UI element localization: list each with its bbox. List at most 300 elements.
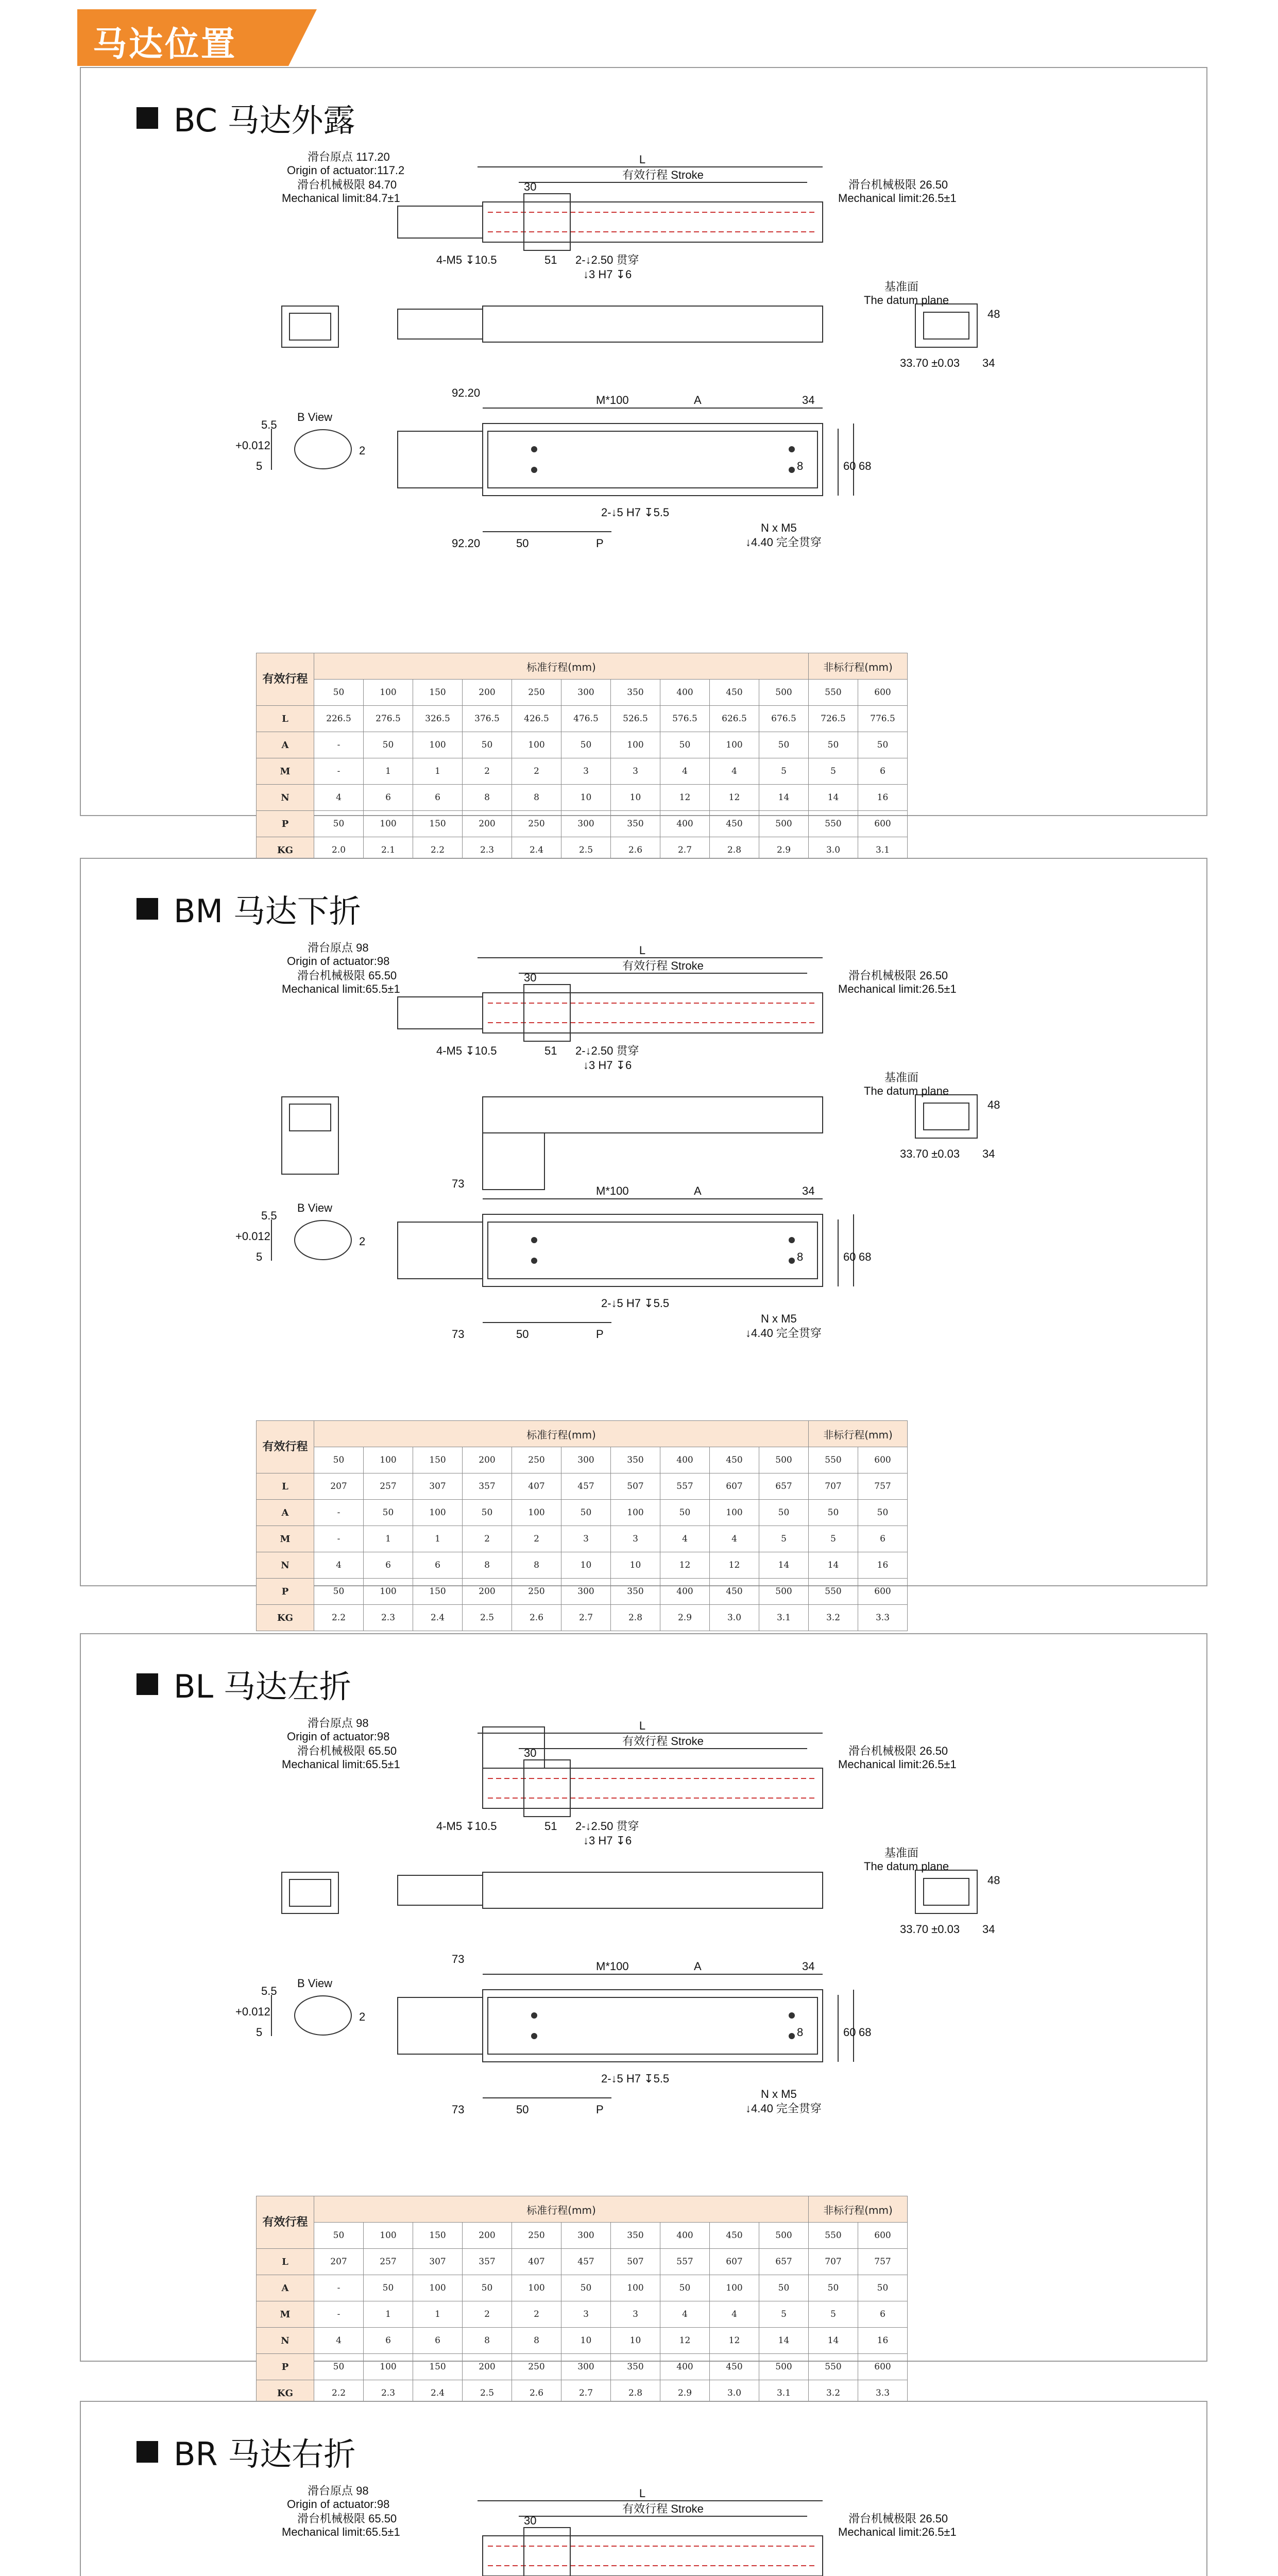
table-cell: 707 (809, 2249, 858, 2275)
table-cell: 550 (809, 2223, 858, 2249)
stroke-label: 有效行程 Stroke (622, 959, 704, 972)
mech-limit-right-en: Mechanical limit:26.5±1 (838, 1758, 957, 1771)
dim-L-label: L (639, 944, 646, 957)
dim-34-end: 34 (982, 357, 995, 369)
dim-A: A (694, 394, 702, 406)
dim-2: 2 (359, 1235, 366, 1248)
motor-side-view (483, 1133, 544, 1190)
motor-bottom-view (398, 431, 483, 488)
table-cell: 2.6 (512, 1605, 561, 1631)
table-cell: 12 (660, 1552, 710, 1579)
dim-P: P (596, 537, 604, 550)
table-cell: 350 (611, 1579, 660, 1605)
through-hole-label: ↓4.40 完全贯穿 (745, 2102, 822, 2115)
dim-60: 60 (843, 1250, 856, 1263)
table-cell: 5 (759, 1526, 809, 1552)
dim-50: 50 (516, 537, 529, 550)
table-cell: 150 (413, 1579, 463, 1605)
datum-dimension: 33.70 ±0.03 (900, 1923, 960, 1936)
table-cell: 6 (413, 1552, 463, 1579)
table-cell: 2.3 (463, 837, 512, 863)
nonstandard-stroke-header: 非标行程(mm) (809, 2196, 908, 2223)
table-cell: 50 (364, 2275, 413, 2301)
origin-label-en: Origin of actuator:98 (287, 2498, 390, 2511)
table-cell: 50 (660, 1500, 710, 1526)
mech-limit-right-en: Mechanical limit:26.5±1 (838, 192, 957, 205)
table-cell: 350 (611, 2223, 660, 2249)
table-cell: 3.3 (858, 2380, 908, 2406)
table-cell: 150 (413, 811, 463, 837)
table-cell: 14 (759, 1552, 809, 1579)
b-view-slot (295, 430, 351, 469)
table-cell: 50 (561, 732, 611, 758)
stroke-label: 有效行程 Stroke (622, 2502, 704, 2515)
table-cell: 2 (512, 758, 561, 785)
dim-left-offset: 73 (452, 1953, 465, 1965)
thread-count-label: N x M5 (761, 2088, 797, 2100)
through-hole-label: ↓4.40 完全贯穿 (745, 536, 822, 549)
table-cell: 2.7 (660, 837, 710, 863)
row-label: N (257, 785, 314, 811)
table-cell: 10 (561, 1552, 611, 1579)
table-cell: 200 (463, 2223, 512, 2249)
pin-hole-label: 2-↓2.50 贯穿 (575, 253, 639, 266)
stroke-spec-table (256, 2196, 908, 2406)
table-cell: 2 (463, 2301, 512, 2328)
table-cell: 300 (561, 1447, 611, 1473)
table-cell: 6 (858, 1526, 908, 1552)
end-view-left (282, 1872, 338, 1913)
locating-hole-label: 2-↓5 H7 ↧5.5 (601, 1297, 670, 1310)
dim-L-label: L (639, 2487, 646, 2500)
table-cell: 100 (364, 1447, 413, 1473)
table-cell: 100 (512, 732, 561, 758)
motor-position-section-4 (80, 2401, 1207, 2576)
table-cell: 1 (364, 758, 413, 785)
table-cell: 276.5 (364, 706, 413, 732)
table-cell: 500 (759, 811, 809, 837)
table-cell: 50 (463, 2275, 512, 2301)
table-cell: 3 (611, 2301, 660, 2328)
table-cell: 1 (413, 758, 463, 785)
table-cell: 350 (611, 811, 660, 837)
actuator-bottom-body (483, 1990, 823, 2062)
mech-limit-label-cn: 滑台机械极限 65.50 (297, 969, 397, 982)
table-row (257, 785, 908, 811)
table-cell: 3 (561, 2301, 611, 2328)
datum-label-en: The datum plane (864, 1084, 949, 1097)
table-cell: 50 (314, 1579, 364, 1605)
table-cell: 16 (858, 785, 908, 811)
square-bullet-icon (137, 1673, 158, 1695)
mech-limit-label-cn: 滑台机械极限 65.50 (297, 1744, 397, 1757)
b-view-label: B View (297, 411, 333, 423)
dim-A: A (694, 1960, 702, 1973)
table-cell: 6 (364, 785, 413, 811)
table-cell: 100 (611, 1500, 660, 1526)
table-row (257, 1447, 908, 1473)
table-cell: 257 (364, 1473, 413, 1500)
table-cell: 2 (512, 2301, 561, 2328)
table-cell: 4 (660, 1526, 710, 1552)
dim-68: 68 (859, 2026, 872, 2039)
table-cell: 450 (710, 2223, 759, 2249)
table-cell: 50 (809, 732, 858, 758)
table-cell: 607 (710, 2249, 759, 2275)
actuator-top-body (483, 202, 823, 242)
mech-limit-right-cn: 滑台机械极限 26.50 (848, 2512, 948, 2525)
row-label: L (257, 2249, 314, 2275)
table-cell: - (314, 732, 364, 758)
square-bullet-icon (137, 107, 158, 129)
table-cell: 2.8 (611, 2380, 660, 2406)
origin-label-cn: 滑台原点 98 (308, 2484, 369, 2497)
b-view-slot (295, 1221, 351, 1260)
table-cell: 14 (809, 1552, 858, 1579)
dim-m100: M*100 (596, 394, 629, 406)
table-cell: 600 (858, 1579, 908, 1605)
dim-48: 48 (987, 308, 1000, 320)
datum-label-cn: 基准面 (884, 280, 919, 293)
table-cell: 8 (512, 1552, 561, 1579)
table-cell: 12 (660, 2328, 710, 2354)
datum-label-cn: 基准面 (884, 1846, 919, 1859)
table-cell: 400 (660, 680, 710, 706)
table-cell: 300 (561, 1579, 611, 1605)
table-cell: 50 (759, 732, 809, 758)
end-view-right (915, 1095, 977, 1138)
table-cell: 100 (512, 2275, 561, 2301)
table-cell: 600 (858, 2354, 908, 2380)
row-label: N (257, 2328, 314, 2354)
standard-stroke-header: 标准行程(mm) (314, 1421, 809, 1447)
table-row (257, 2354, 908, 2380)
table-cell: 1 (413, 1526, 463, 1552)
table-cell: 6 (858, 2301, 908, 2328)
table-cell: 6 (858, 758, 908, 785)
table-cell: 2.5 (463, 2380, 512, 2406)
table-cell: 776.5 (858, 706, 908, 732)
table-cell: 2.6 (512, 2380, 561, 2406)
dim-tolerance: +0.012 (235, 2005, 270, 2018)
section-title (137, 1661, 351, 1707)
actuator-top-body (483, 2536, 823, 2576)
table-cell: 357 (463, 1473, 512, 1500)
table-cell: 150 (413, 1447, 463, 1473)
table-cell: 250 (512, 811, 561, 837)
table-cell: 50 (314, 680, 364, 706)
table-cell: 50 (364, 1500, 413, 1526)
actuator-side-body (483, 1872, 823, 1908)
table-row (257, 680, 908, 706)
section-title-text: BC 马达外露 (174, 101, 355, 139)
table-cell: 500 (759, 1447, 809, 1473)
table-cell: 1 (364, 2301, 413, 2328)
table-cell: 500 (759, 680, 809, 706)
table-cell: 557 (660, 2249, 710, 2275)
table-row (257, 2328, 908, 2354)
table-cell: 3 (611, 1526, 660, 1552)
row-label: A (257, 1500, 314, 1526)
table-cell: 550 (809, 811, 858, 837)
dim-48: 48 (987, 1098, 1000, 1111)
table-cell: 100 (710, 2275, 759, 2301)
table-cell: 5 (759, 2301, 809, 2328)
table-corner-header: 有效行程 (257, 1421, 314, 1473)
stroke-label: 有效行程 Stroke (622, 168, 704, 181)
table-cell: 1 (413, 2301, 463, 2328)
table-cell: 8 (463, 2328, 512, 2354)
table-cell: 350 (611, 1447, 660, 1473)
dim-68: 68 (859, 460, 872, 472)
table-cell: 6 (364, 1552, 413, 1579)
table-cell: 2.5 (561, 837, 611, 863)
table-cell: 326.5 (413, 706, 463, 732)
table-cell: 3.0 (710, 1605, 759, 1631)
table-cell: 3 (561, 758, 611, 785)
table-cell: 3.1 (759, 2380, 809, 2406)
table-cell: 8 (512, 2328, 561, 2354)
table-cell: 507 (611, 1473, 660, 1500)
table-cell: 4 (314, 785, 364, 811)
locating-hole-label: 2-↓5 H7 ↧5.5 (601, 2072, 670, 2085)
table-cell: 200 (463, 2354, 512, 2380)
table-cell: 600 (858, 2223, 908, 2249)
table-cell: 2.1 (364, 837, 413, 863)
table-cell: 12 (710, 1552, 759, 1579)
table-cell: 250 (512, 1447, 561, 1473)
table-cell: 726.5 (809, 706, 858, 732)
stroke-spec-table (256, 1420, 908, 1631)
mech-limit-label-en: Mechanical limit:84.7±1 (282, 192, 400, 205)
dim-2: 2 (359, 444, 366, 457)
table-cell: 550 (809, 2354, 858, 2380)
actuator-side-body (483, 306, 823, 342)
motor-bottom-view (398, 1222, 483, 1279)
dim-P: P (596, 1328, 604, 1341)
table-cell: - (314, 1526, 364, 1552)
page-title: 马达位置 (93, 24, 237, 64)
table-cell: 100 (710, 732, 759, 758)
datum-label-en: The datum plane (864, 294, 949, 307)
dim-60: 60 (843, 460, 856, 472)
row-label: M (257, 1526, 314, 1552)
b-view-slot (295, 1996, 351, 2035)
table-cell: 626.5 (710, 706, 759, 732)
motor-position-section-3 (80, 1633, 1207, 2399)
dim-5: 5 (256, 1250, 263, 1263)
dim-5-5: 5.5 (261, 1985, 277, 1997)
table-cell: 207 (314, 1473, 364, 1500)
motor-bottom-view (398, 1997, 483, 2054)
dim-50: 50 (516, 2103, 529, 2116)
end-view-right (915, 1870, 977, 1913)
table-cell: 3 (611, 758, 660, 785)
dim-left-offset: 92.20 (452, 386, 481, 399)
dim-34: 34 (802, 394, 815, 406)
table-row (257, 811, 908, 837)
table-cell: 10 (561, 785, 611, 811)
table-cell: 600 (858, 680, 908, 706)
table-row (257, 706, 908, 732)
table-cell: 50 (759, 2275, 809, 2301)
mech-limit-right-cn: 滑台机械极限 26.50 (848, 178, 948, 191)
mech-limit-label-en: Mechanical limit:65.5±1 (282, 982, 400, 995)
table-cell: 10 (611, 2328, 660, 2354)
table-cell: 2 (463, 758, 512, 785)
table-cell: 300 (561, 2223, 611, 2249)
table-cell: 300 (561, 680, 611, 706)
table-cell: 2.4 (413, 2380, 463, 2406)
b-view-label: B View (297, 1201, 333, 1214)
locating-hole-label: 2-↓5 H7 ↧5.5 (601, 506, 670, 519)
section-title-text: BR 马达右折 (174, 2435, 356, 2473)
datum-dimension: 33.70 ±0.03 (900, 1147, 960, 1160)
dim-48: 48 (987, 1874, 1000, 1887)
tap-hole-label: 4-M5 ↧10.5 (436, 1044, 497, 1057)
origin-label-cn: 滑台原点 117.20 (308, 150, 390, 163)
motor-top-view (398, 997, 483, 1029)
dimension-drawing (81, 931, 1206, 1384)
table-cell: 2.2 (314, 2380, 364, 2406)
table-cell: 426.5 (512, 706, 561, 732)
table-cell: 100 (364, 1579, 413, 1605)
standard-stroke-header: 标准行程(mm) (314, 653, 809, 680)
table-row (257, 1500, 908, 1526)
table-cell: 4 (710, 1526, 759, 1552)
dimension-drawing (81, 140, 1206, 594)
dim-L-label: L (639, 1719, 646, 1732)
table-corner-header: 有效行程 (257, 2196, 314, 2249)
table-cell: 50 (858, 2275, 908, 2301)
origin-label-en: Origin of actuator:117.2 (287, 164, 405, 177)
table-cell: 2.8 (710, 837, 759, 863)
table-cell: 6 (413, 785, 463, 811)
table-cell: 300 (561, 2354, 611, 2380)
table-cell: 16 (858, 1552, 908, 1579)
table-cell: 50 (809, 1500, 858, 1526)
table-cell: 50 (314, 2354, 364, 2380)
table-cell: 2.2 (413, 837, 463, 863)
actuator-side-body (483, 1097, 823, 1133)
table-cell: 2.7 (561, 2380, 611, 2406)
table-cell: 500 (759, 2223, 809, 2249)
table-cell: 50 (463, 1500, 512, 1526)
table-cell: 350 (611, 680, 660, 706)
table-cell: 50 (561, 1500, 611, 1526)
table-cell: 2.2 (314, 1605, 364, 1631)
through-hole-label: ↓4.40 完全贯穿 (745, 1327, 822, 1340)
end-view-left (282, 1097, 338, 1174)
dim-34: 34 (802, 1960, 815, 1973)
table-cell: 676.5 (759, 706, 809, 732)
table-row (257, 2223, 908, 2249)
table-cell: 250 (512, 1579, 561, 1605)
table-cell: 200 (463, 680, 512, 706)
table-cell: 4 (660, 758, 710, 785)
table-cell: 100 (413, 1500, 463, 1526)
table-cell: 6 (364, 2328, 413, 2354)
origin-label-en: Origin of actuator:98 (287, 955, 390, 968)
table-cell: 250 (512, 2354, 561, 2380)
mech-limit-right-cn: 滑台机械极限 26.50 (848, 969, 948, 982)
table-cell: 100 (611, 2275, 660, 2301)
table-cell: 557 (660, 1473, 710, 1500)
table-cell: 250 (512, 680, 561, 706)
table-corner-header: 有效行程 (257, 653, 314, 706)
table-cell: 707 (809, 1473, 858, 1500)
table-cell: 8 (512, 785, 561, 811)
table-cell: 2.5 (463, 1605, 512, 1631)
dim-51: 51 (544, 1044, 557, 1057)
table-cell: 400 (660, 811, 710, 837)
table-cell: 5 (809, 2301, 858, 2328)
table-cell: 250 (512, 2223, 561, 2249)
table-cell: 400 (660, 2354, 710, 2380)
datum-label-en: The datum plane (864, 1860, 949, 1873)
section-title (137, 95, 355, 141)
section-title (137, 886, 361, 931)
table-cell: 450 (710, 2354, 759, 2380)
table-cell: 100 (364, 811, 413, 837)
row-label: M (257, 758, 314, 785)
nonstandard-stroke-header: 非标行程(mm) (809, 653, 908, 680)
table-cell: 550 (809, 1579, 858, 1605)
row-label: P (257, 2354, 314, 2380)
dowel-hole-label: ↓3 H7 ↧6 (583, 1059, 632, 1072)
stroke-spec-table (256, 653, 908, 863)
square-bullet-icon (137, 2441, 158, 2463)
table-cell: 12 (660, 785, 710, 811)
tap-hole-label: 4-M5 ↧10.5 (436, 1820, 497, 1833)
section-title-text: BL 马达左折 (174, 1668, 351, 1705)
dim-left-offset: 73 (452, 1177, 465, 1190)
table-cell: 3.1 (759, 1605, 809, 1631)
dim-50: 50 (516, 1328, 529, 1341)
table-cell: 10 (611, 785, 660, 811)
table-cell: 400 (660, 2223, 710, 2249)
dim-34: 34 (802, 1184, 815, 1197)
table-cell: - (314, 1500, 364, 1526)
table-row (257, 1526, 908, 1552)
dim-51: 51 (544, 1820, 557, 1833)
section-title-text: BM 马达下折 (174, 892, 361, 930)
table-cell: 307 (413, 1473, 463, 1500)
datum-label-cn: 基准面 (884, 1071, 919, 1084)
table-cell: 50 (364, 732, 413, 758)
row-label: P (257, 1579, 314, 1605)
table-cell: 407 (512, 2249, 561, 2275)
table-cell: 476.5 (561, 706, 611, 732)
table-row (257, 1552, 908, 1579)
dim-m100: M*100 (596, 1184, 629, 1197)
motor-top-view (398, 206, 483, 238)
table-cell: 8 (463, 785, 512, 811)
table-cell: 200 (463, 1579, 512, 1605)
table-cell: 12 (710, 785, 759, 811)
table-cell: 357 (463, 2249, 512, 2275)
table-cell: 10 (561, 2328, 611, 2354)
table-cell: 14 (809, 785, 858, 811)
motor-position-section-1 (80, 67, 1207, 856)
datum-dimension: 33.70 ±0.03 (900, 357, 960, 369)
table-cell: 526.5 (611, 706, 660, 732)
table-cell: 576.5 (660, 706, 710, 732)
table-cell: 150 (413, 2354, 463, 2380)
table-cell: 4 (314, 2328, 364, 2354)
table-cell: 507 (611, 2249, 660, 2275)
row-label: P (257, 811, 314, 837)
